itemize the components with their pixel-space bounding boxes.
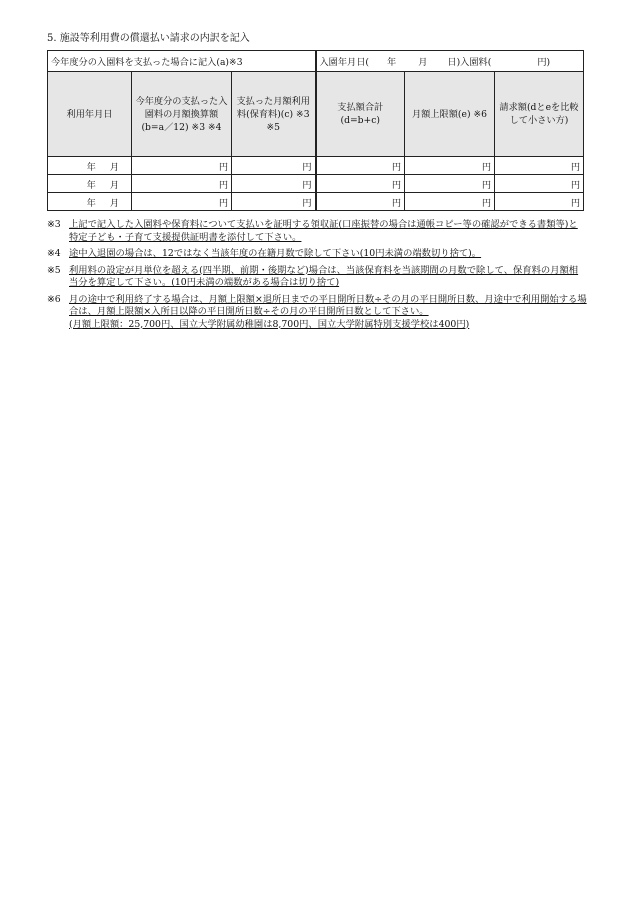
monthly-fee-cell[interactable]: 円 <box>232 157 316 175</box>
header-row <box>48 72 584 157</box>
total-paid-cell[interactable]: 円 <box>316 175 405 193</box>
header-total-paid: 支払額合計(d=b+c) <box>316 72 405 157</box>
total-paid-cell[interactable]: 円 <box>316 157 405 175</box>
month-unit: 月 <box>109 161 119 173</box>
claim-amount-cell[interactable]: 円 <box>495 157 584 175</box>
admission-fee-entry-label: 日)入園料( <box>447 57 492 68</box>
admission-entry-cell[interactable] <box>316 51 584 72</box>
claim-amount-cell[interactable]: 円 <box>495 193 584 211</box>
admission-monthly-cell[interactable]: 円 <box>132 175 232 193</box>
admission-month-unit: 月 <box>418 57 428 68</box>
note-5 <box>47 265 587 290</box>
header-usage-date: 利用年月日 <box>48 72 132 157</box>
admission-monthly-cell[interactable]: 円 <box>132 157 232 175</box>
note-3 <box>47 219 587 244</box>
note-text: 上記で記入した入園料や保育料について支払いを証明する領収証(口座振替の場合は通帳コピー等の確認ができる書類等)と特定子ども・子育て支援提供証明書を添付して下さい。 <box>69 219 578 243</box>
note-text: 途中入退園の場合は、12ではなく当該年度の在籍月数で除して下さい(10円未満の端数切り捨て)。 <box>69 248 482 259</box>
admission-year-unit: 年 <box>387 57 397 68</box>
usage-date-cell[interactable] <box>48 175 132 193</box>
admission-fee-row <box>48 51 584 72</box>
note-text: 利用料の設定が月単位を超える(四半期、前期・後期など)場合は、当該保育料を当該期間の月数で除して、保育料の月額相当分を算定して下さい。(10円未満の端数がある場合は切り捨て) <box>69 264 579 288</box>
note-mark: ※3 <box>47 219 61 230</box>
table-row <box>48 175 584 193</box>
admission-fee-yen-unit: 円) <box>537 57 551 68</box>
table-row <box>48 193 584 211</box>
admission-fee-label: 今年度分の入園料を支払った場合に記入(a)※3 <box>48 51 316 72</box>
monthly-fee-cell[interactable]: 円 <box>232 175 316 193</box>
header-claim-amount: 請求額(dとeを比較して小さい方) <box>495 72 584 157</box>
monthly-cap-cell[interactable]: 円 <box>405 175 495 193</box>
monthly-fee-cell[interactable]: 円 <box>232 193 316 211</box>
header-monthly-fee: 支払った月額利用料(保育料)(c) ※3 ※5 <box>232 72 316 157</box>
notes-list <box>47 219 587 335</box>
note-mark: ※4 <box>47 248 61 259</box>
note-text: 月の途中で利用終了する場合は、月額上限額×退所日までの平日開所日数÷その月の平日開所日数、月途中で利用開始する場合は、月額上限額×入所日以降の平日開所日数÷その月の平日開所日数として下さい。 <box>69 293 587 317</box>
header-admission-monthly: 今年度分の支払った入園料の月額換算額(b=a／12) ※3 ※4 <box>132 72 232 157</box>
note-body <box>69 294 587 332</box>
header-monthly-cap: 月額上限額(e) ※6 <box>405 72 495 157</box>
claim-amount-cell[interactable]: 円 <box>495 175 584 193</box>
year-unit: 年 <box>86 197 96 209</box>
note-mark: ※5 <box>47 264 61 276</box>
year-unit: 年 <box>86 161 96 173</box>
month-unit: 月 <box>109 197 119 209</box>
note-mark: ※6 <box>47 293 61 305</box>
year-unit: 年 <box>86 179 96 191</box>
admission-entry-label: 入園年月日( <box>319 57 370 68</box>
usage-date-cell[interactable] <box>48 157 132 175</box>
usage-date-cell[interactable] <box>48 193 132 211</box>
note-subtext: (月額上限額：25,700円、国立大学附属幼稚園は8,700円、国立大学附属特別支援学校は400円) <box>69 318 470 330</box>
note-4 <box>47 248 587 261</box>
section-title: 5. 施設等利用費の償還払い請求の内訳を記入 <box>47 33 250 44</box>
admission-monthly-cell[interactable]: 円 <box>132 193 232 211</box>
monthly-cap-cell[interactable]: 円 <box>405 157 495 175</box>
note-6 <box>47 294 587 332</box>
reimbursement-breakdown-table <box>47 50 584 211</box>
monthly-cap-cell[interactable]: 円 <box>405 193 495 211</box>
total-paid-cell[interactable]: 円 <box>316 193 405 211</box>
month-unit: 月 <box>109 179 119 191</box>
table-row <box>48 157 584 175</box>
